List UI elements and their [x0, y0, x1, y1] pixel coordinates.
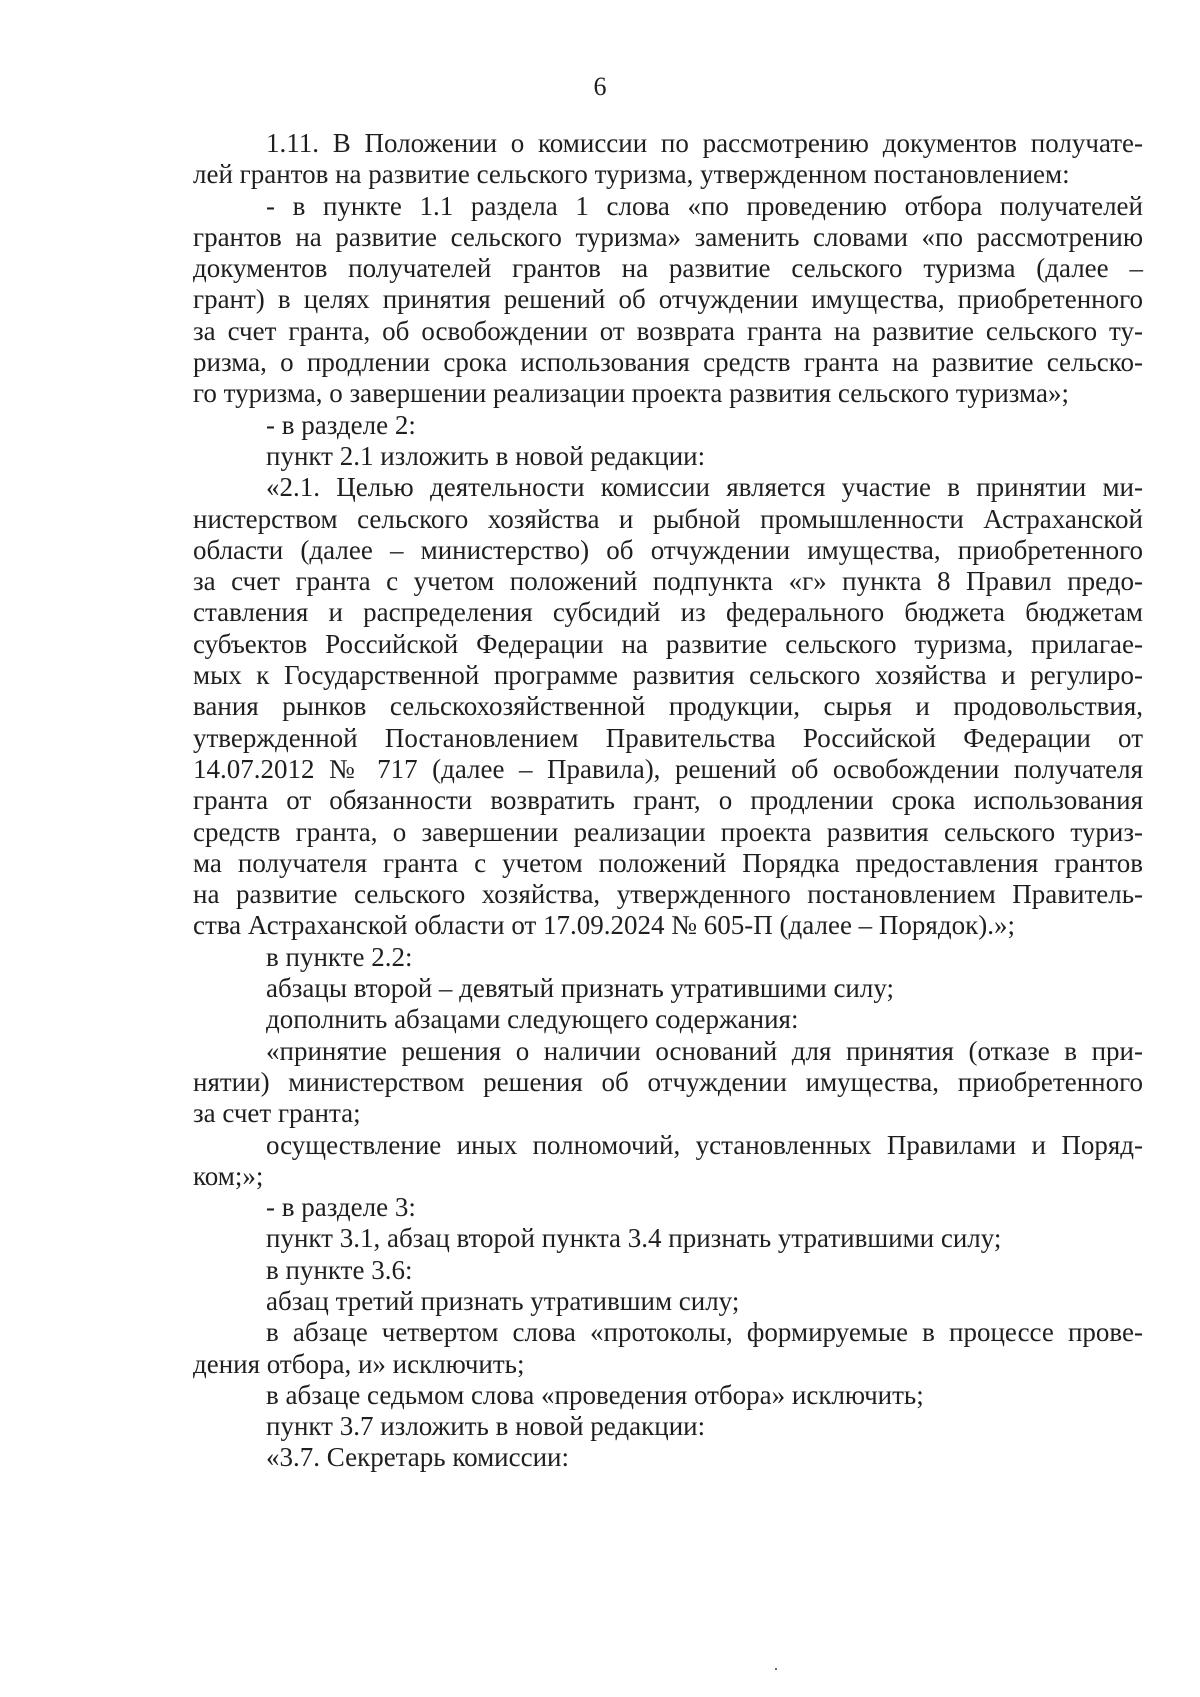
text-line: абзацы второй – девятый признать утратившими силу; [266, 973, 895, 1004]
text-line: 1.11. В Положении о комиссии по рассмотрению документов получате- [266, 128, 1143, 158]
text-line: осуществление иных полномочий, установленных Правилами и Поряд- [266, 1129, 1143, 1160]
text-line: в абзаце четвертом слова «протоколы, формируемые в процессе прове- [266, 1317, 1143, 1348]
text-line: пункт 2.1 изложить в новой редакции: [266, 440, 706, 471]
text-line: «3.7. Секретарь комиссии: [266, 1442, 569, 1473]
text-line: грант) в целях принятия решений об отчуждении имущества, приобретенного [193, 284, 1143, 315]
text-line: нятии) министерством решения об отчуждении имущества, приобретенного [193, 1066, 1143, 1097]
scan-speck [775, 1668, 777, 1670]
text-line: нистерством сельского хозяйства и рыбной промышленности Астраханской [193, 503, 1143, 534]
text-line: вания рынков сельскохозяйственной продукции, сырья и продовольствия, [193, 691, 1143, 722]
text-line: го туризма, о завершении реализации проекта развития сельского туризма»; [193, 378, 1069, 409]
text-line: в пункте 2.2: [266, 941, 413, 972]
text-line: ком;»; [193, 1160, 264, 1191]
text-line: в абзаце седьмом слова «проведения отбора» исключить; [266, 1379, 924, 1410]
text-line: дения отбора, и» исключить; [193, 1348, 525, 1379]
text-line: области (далее – министерство) об отчуждении имущества, приобретенного [193, 534, 1143, 565]
text-line: 14.07.2012 № 717 (далее – Правила), решений об освобождении получателя [193, 753, 1143, 784]
text-line: «2.1. Целью деятельности комиссии является участие в принятии ми- [266, 472, 1143, 503]
text-line: утвержденной Постановлением Правительства Российской Федерации от [193, 722, 1143, 753]
text-line: пункт 3.7 изложить в новой редакции: [266, 1411, 706, 1442]
text-line: за счет гранта; [193, 1098, 361, 1129]
text-line: лей грантов на развитие сельского туризма, утвержденном постановлением: [193, 159, 1070, 190]
text-line: на развитие сельского хозяйства, утвержденного постановлением Правитель- [193, 879, 1143, 910]
text-line: ма получателя гранта с учетом положений Порядка предоставления грантов [193, 847, 1143, 878]
text-line: дополнить абзацами следующего содержания: [266, 1004, 799, 1035]
document-body [193, 128, 1143, 1474]
text-line: ризма, о продлении срока использования средств гранта на развитие сельско- [193, 347, 1143, 378]
text-line: - в пункте 1.1 раздела 1 слова «по проведению отбора получателей [266, 190, 1143, 221]
text-line: средств гранта, о завершении реализации проекта развития сельского туриз- [193, 816, 1143, 847]
text-line: абзац третий признать утратившим силу; [266, 1285, 740, 1316]
text-line: - в разделе 2: [266, 409, 416, 440]
text-line: «принятие решения о наличии оснований для принятия (отказе в при- [266, 1035, 1143, 1066]
text-line: ставления и распределения субсидий из федерального бюджета бюджетам [193, 597, 1143, 628]
text-line: за счет гранта с учетом положений подпункта «г» пункта 8 Правил предо- [193, 566, 1143, 597]
text-line: гранта от обязанности возвратить грант, о продлении срока использования [193, 785, 1143, 816]
text-line: грантов на развитие сельского туризма» заменить словами «по рассмотрению [193, 221, 1143, 252]
page-number: 6 [593, 72, 607, 101]
text-line: за счет гранта, об освобождении от возврата гранта на развитие сельского ту- [193, 315, 1143, 346]
text-line: мых к Государственной программе развития сельского хозяйства и регулиро- [193, 660, 1143, 691]
text-line: субъектов Российской Федерации на развитие сельского туризма, прилагае- [193, 628, 1143, 659]
text-line: - в разделе 3: [266, 1192, 416, 1223]
text-line: пункт 3.1, абзац второй пункта 3.4 признать утратившими силу; [266, 1223, 1002, 1254]
text-line: в пункте 3.6: [266, 1254, 413, 1285]
text-line: документов получателей грантов на развитие сельского туризма (далее – [193, 253, 1143, 284]
text-line: ства Астраханской области от 17.09.2024 № 605-П (далее – Порядок).»; [193, 910, 1015, 941]
